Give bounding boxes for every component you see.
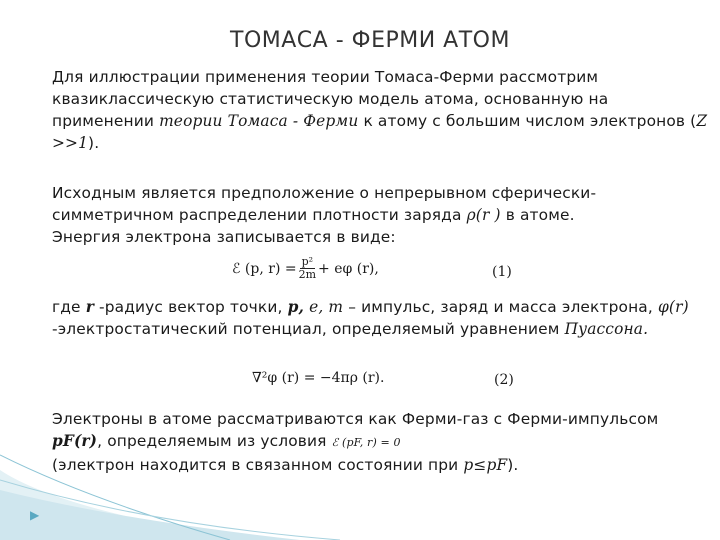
slide-title: ТОМАСА - ФЕРМИ АТОМ bbox=[230, 28, 510, 53]
intro-text-3: ). bbox=[88, 134, 100, 152]
equation-number-1: (1) bbox=[492, 264, 512, 280]
paragraph-intro bbox=[52, 66, 712, 154]
fermi-momentum-symbol: pF(r) bbox=[52, 432, 98, 450]
def-text-4: -электростатический потенциал, определяемый уравнением bbox=[52, 320, 565, 338]
intro-z-condition: Z >>1 bbox=[52, 112, 708, 152]
assumption-text-2: в атоме. bbox=[500, 206, 575, 224]
charge-density-symbol: ρ(r ) bbox=[466, 206, 501, 224]
def-text-3: – импульс, заряд и масса электрона, bbox=[343, 298, 658, 316]
eq1-denominator: 2m bbox=[298, 268, 317, 281]
momentum-symbol: p, bbox=[287, 298, 305, 316]
potential-symbol: φ(r) bbox=[657, 298, 689, 316]
intro-text-2: к атому с большим числом электронов ( bbox=[358, 112, 697, 130]
paragraph-definitions bbox=[52, 296, 712, 340]
paragraph-assumption bbox=[52, 182, 712, 248]
equation-energy bbox=[232, 256, 379, 281]
radius-vector-symbol: r bbox=[85, 298, 94, 316]
def-text-2: -радиус вектор точки, bbox=[93, 298, 288, 316]
fermi-text-2: , определяемым из условия bbox=[97, 432, 332, 450]
energy-intro-text: Энергия электрона записывается в виде: bbox=[52, 228, 396, 246]
eq1-fraction bbox=[299, 256, 316, 281]
triangle-right-icon: ▶ bbox=[30, 508, 40, 522]
intro-theory-term: теории Томаса - Ферми bbox=[159, 112, 359, 130]
poisson-term: Пуассона. bbox=[564, 320, 649, 338]
def-text: где bbox=[52, 298, 86, 316]
fermi-text-4: ). bbox=[507, 456, 519, 474]
eq1-numerator: p² bbox=[301, 255, 314, 268]
fermi-condition: ℰ (pF, r) = 0 bbox=[331, 436, 401, 449]
fermi-text-3: (электрон находится в связанном состоянии при bbox=[52, 456, 464, 474]
equation-number-2: (2) bbox=[494, 372, 514, 388]
assumption-text: Исходным является предположение о непрерывном сферически-симметричном распределении плотности заряда bbox=[52, 184, 597, 224]
paragraph-fermi-gas bbox=[52, 408, 712, 476]
charge-mass-symbols: e, m bbox=[304, 298, 344, 316]
intro-text: Для иллюстрации применения теории Томаса-Ферми рассмотрим квазиклассическую статистическую модель атома, основанную на применении bbox=[52, 68, 609, 130]
eq1-right: + eφ (r), bbox=[318, 260, 379, 277]
eq1-left: ℰ (p, r) = bbox=[232, 260, 297, 277]
equation-poisson: ∇²φ (r) = −4πρ (r). bbox=[252, 370, 385, 386]
bound-state-inequality: p≤pF bbox=[463, 456, 508, 474]
fermi-text: Электроны в атоме рассматриваются как Ферми-газ с Ферми-импульсом bbox=[52, 410, 659, 428]
